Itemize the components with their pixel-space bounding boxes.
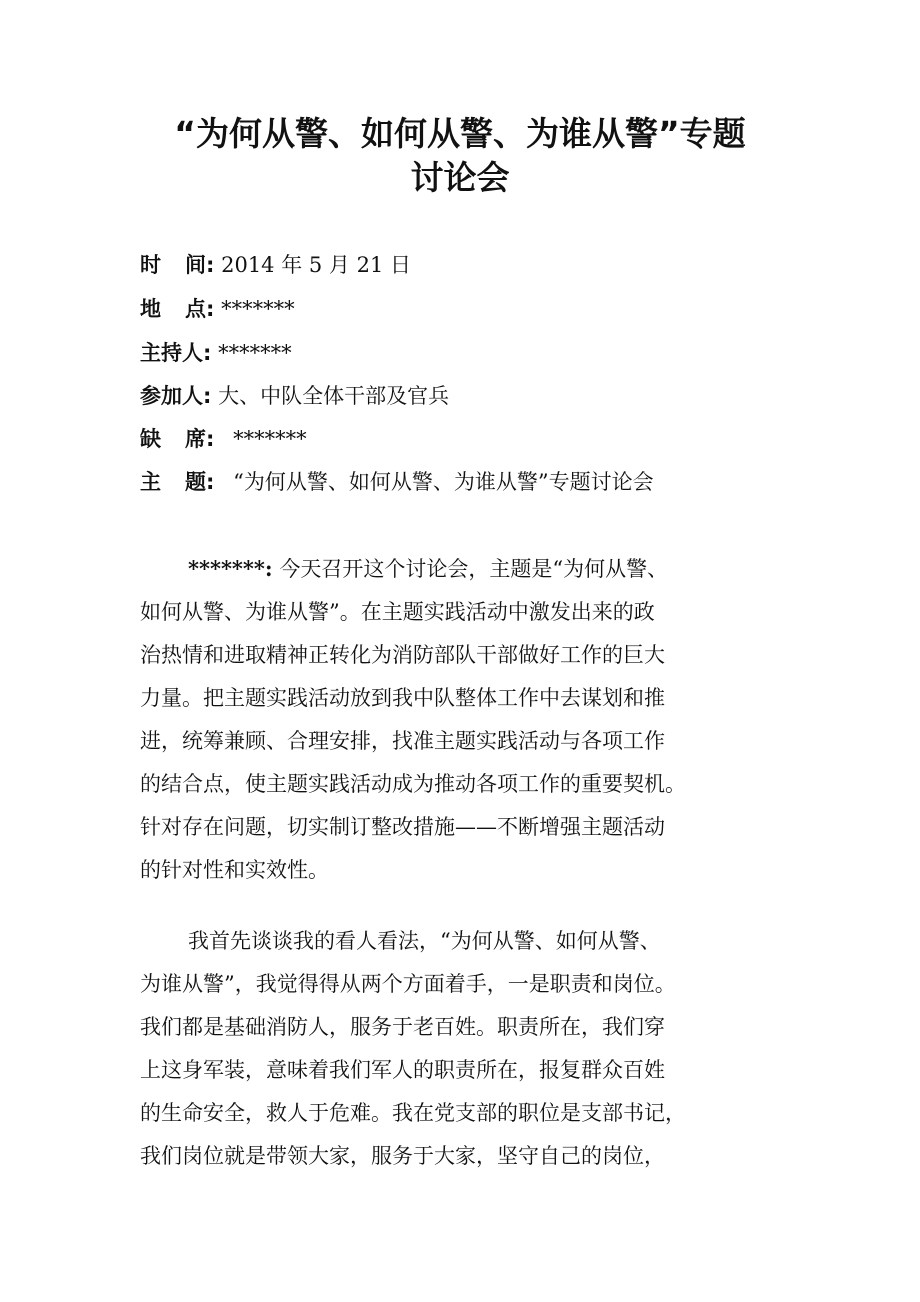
- document-title-line-2: 讨论会: [410, 158, 510, 197]
- meta-host: [140, 339, 800, 368]
- paragraph-2-line: 上这身军装，意味着我们军人的职责所在，报复群众百姓: [140, 1058, 665, 1082]
- paragraph-2-line: 我首先谈谈我的看人看法，“为何从警、如何从警、: [188, 929, 661, 953]
- meta-topic-label-1: 主: [140, 470, 161, 494]
- meta-time-label-2: 间:: [185, 253, 215, 277]
- speaker-name: *******:: [188, 556, 273, 581]
- meta-absent-label-2: 席:: [185, 427, 215, 451]
- meta-attendees-value: 大、中队全体干部及官兵: [218, 384, 450, 408]
- meta-topic: [140, 468, 800, 497]
- meta-absent-value: *******: [233, 427, 307, 451]
- paragraph-1-line: 的结合点，使主题实践活动成为推动各项工作的重要契机。: [140, 772, 686, 796]
- meta-host-label: 主持人:: [140, 341, 212, 365]
- meta-place-value: *******: [221, 297, 295, 321]
- paragraph-1-line-1: [188, 555, 668, 583]
- meta-time-value: 2014 年 5 月 21 日: [221, 253, 411, 277]
- meta-absent-label-1: 缺: [140, 427, 161, 451]
- paragraph-2-line: 我们都是基础消防人，服务于老百姓。职责所在，我们穿: [140, 1015, 665, 1039]
- meta-topic-label-2: 题:: [185, 470, 215, 494]
- paragraph-1-line-1-text: 今天召开这个讨论会，主题是“为何从警、: [279, 557, 669, 581]
- meta-place: [140, 295, 800, 324]
- meta-topic-value: “为何从警、如何从警、为谁从警”专题讨论会: [233, 470, 654, 494]
- paragraph-1-line: 针对存在问题，切实制订整改措施——不断增强主题活动: [140, 815, 665, 839]
- meta-host-value: *******: [218, 341, 292, 365]
- meta-place-label-2: 点:: [185, 297, 215, 321]
- paragraph-1-line: 如何从警、为谁从警”。在主题实践活动中激发出来的政: [140, 600, 655, 624]
- paragraph-1-line: 治热情和进取精神正转化为消防部队干部做好工作的巨大: [140, 643, 665, 667]
- paragraph-1-line: 的针对性和实效性。: [140, 858, 329, 882]
- meta-time-label-1: 时: [140, 253, 161, 277]
- meta-attendees-label: 参加人:: [140, 384, 212, 408]
- document-title-line-1: “为何从警、如何从警、为谁从警”专题: [174, 114, 746, 153]
- paragraph-2-line: 我们岗位就是带领大家，服务于大家，坚守自己的岗位，: [140, 1144, 665, 1168]
- meta-time: [140, 251, 800, 280]
- meta-absent: [140, 425, 800, 454]
- paragraph-2-line: 的生命安全，救人于危难。我在党支部的职位是支部书记，: [140, 1101, 686, 1125]
- paragraph-1-line: 进，统筹兼顾、合理安排，找准主题实践活动与各项工作: [140, 729, 665, 753]
- meta-attendees: [140, 382, 800, 411]
- paragraph-2-line: 为谁从警”，我觉得得从两个方面着手，一是职责和岗位。: [140, 972, 676, 996]
- paragraph-1-line: 力量。把主题实践活动放到我中队整体工作中去谋划和推: [140, 686, 665, 710]
- meta-place-label-1: 地: [140, 297, 161, 321]
